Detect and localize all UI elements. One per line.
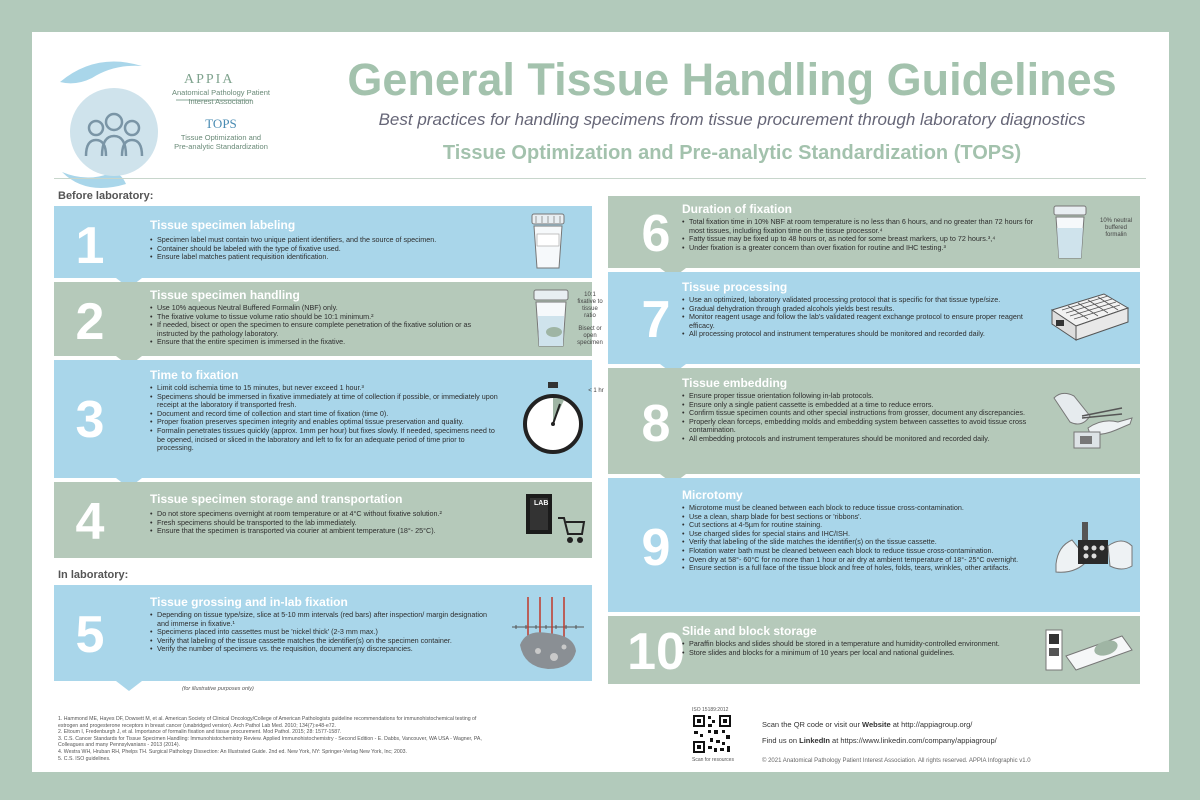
- tissue-cassette-icon: [1048, 288, 1132, 348]
- panel-8-title: Tissue embedding: [682, 376, 788, 390]
- panel-8-bullet: • Ensure proper tissue orientation following in-lab protocols.: [682, 392, 1034, 401]
- header-divider: [54, 178, 1146, 179]
- panel-3-title: Time to fixation: [150, 368, 239, 382]
- panel-1-bullet: • Specimen label must contain two unique patient identifiers, and the source of specimen.: [150, 236, 490, 245]
- panel-4-bullets: [150, 510, 500, 536]
- panel-5-bullet: • Depending on tissue type/size, slice at 5-10 mm intervals (red bars) after inspection/ margin designation and immerse in fixative.¹: [150, 611, 500, 628]
- section-in-lab: In laboratory:: [58, 569, 129, 581]
- appia-logo: [56, 56, 316, 196]
- panel-9-number: 9: [641, 519, 671, 577]
- panel-2-bullet: • Use 10% aqueous Neutral Buffered Formalin (NBF) only.: [150, 304, 500, 313]
- panel-9: [608, 478, 1140, 612]
- panel-1-bullet: • Container should be labeled with the type of fixative used.: [150, 245, 490, 254]
- panel-1-bullets: [150, 236, 490, 262]
- panel-4-title: Tissue specimen storage and transportation: [150, 492, 403, 506]
- panel-7-bullet: • All processing protocol and instrument temperatures should be monitored and recorded daily.: [682, 330, 1034, 339]
- reference-item: 3. C.S. Cancer Standards for Tissue Specimen Handling: Immunohistochemistry Review. Applied Immunohistochemistry - Second Edition - E. Dabbs, Vancouver, WA USA - Wagner, PA,: [58, 735, 482, 742]
- linkedin-line: [762, 736, 997, 745]
- specimen-container-icon: [528, 212, 568, 272]
- panel-8-bullet: • Properly clean forceps, embedding molds and embedding system between cassettes to avoid tissue cross contamination.: [682, 418, 1034, 435]
- panel-9-bullet: • Cut sections at 4-5µm for routine staining.: [682, 521, 1034, 530]
- panel-10-bullet: • Store slides and blocks for a minimum of 10 years per local and national guidelines.: [682, 649, 1034, 658]
- bisect-note: Bisect or open specimen: [577, 326, 603, 346]
- panel-2-bullets: [150, 304, 500, 347]
- panel-2-bullet: • Ensure that the entire specimen is immersed in the fixative.: [150, 338, 500, 347]
- website-link[interactable]: at http://appiagroup.org/: [890, 720, 973, 729]
- panel-7-bullet: • Gradual dehydration through graded alcohols yields best results.: [682, 305, 1034, 314]
- panel-4-bullet: • Do not store specimens overnight at room temperature or at 4°C without fixative solution.²: [150, 510, 500, 519]
- panel-2: [54, 282, 603, 356]
- qr-sub-label: Scan for resources: [692, 757, 734, 763]
- panel-6-bullet: • Total fixation time in 10% NBF at room temperature is no less than 6 hours, and no greater than 72 hours for most tissues, including fixation time on the tissue processor.⁴: [682, 218, 1034, 235]
- reference-item: 2. Eltoum I, Fredenburgh J, et al. Importance of formalin fixation and tissue procurement. Mod Pathol. 2015; 28: 1577-1587.: [58, 729, 342, 736]
- panel-1-title: Tissue specimen labeling: [150, 218, 296, 232]
- panel-7-number: 7: [641, 291, 671, 349]
- website-prefix: Scan the QR code or visit our: [762, 720, 863, 729]
- panel-9-bullet: • Ensure section is a full face of the tissue block and free of holes, folds, tears, wrinkles, other artifacts.: [682, 564, 1034, 573]
- website-line: [762, 720, 972, 729]
- stopwatch-icon: [520, 380, 586, 456]
- panel-9-bullets: [682, 504, 1034, 573]
- panel-10-number: 10: [627, 623, 685, 681]
- panel-7: [608, 272, 1140, 364]
- panel-3-bullet: • Limit cold ischemia time to 15 minutes, but never exceed 1 hour.³: [150, 384, 500, 393]
- panel-3-bullet: • Proper fixation preserves specimen integrity and enables optimal tissue preservation and quality.: [150, 418, 500, 427]
- panel-2-title: Tissue specimen handling: [150, 288, 300, 302]
- appia-line1: Anatomical Pathology Patient: [172, 88, 270, 97]
- panel-9-bullet: • Use charged slides for special stains and IHC/ISH.: [682, 530, 1034, 539]
- reference-item: 4. Westra WH, Hruban RH, Phelps TH. Surgical Pathology Dissection: An Illustrated Guide. 2nd ed. New York, NY: Springer-Verlag New York, Inc; 2003.: [58, 748, 407, 755]
- reference-item: Colleagues and many Pennsylvanians - 2013 (2014).: [58, 742, 180, 749]
- panel-5-bullet: • Verify the number of specimens vs. the requisition, document any discrepancies.: [150, 645, 500, 654]
- appia-line2: Interest Association: [188, 97, 254, 106]
- panel-2-bullet: • If needed, bisect or open the specimen to ensure complete penetration of the fixative solution or as instructed by the pathology laboratory.: [150, 321, 500, 338]
- panel-4-bullet: • Ensure that the specimen is transported via courier at ambient temperature (18°- 25°C).: [150, 527, 500, 536]
- linkedin-prefix: Find us on: [762, 736, 800, 745]
- microtome-slides-icon: [1052, 516, 1136, 578]
- page-subtitle: Best practices for handling specimens from tissue procurement through laboratory diagnostics: [378, 110, 1086, 129]
- embedding-forceps-icon: [1052, 388, 1134, 454]
- panel-2-number: 2: [75, 293, 105, 351]
- panel-7-bullet: • Monitor reagent usage and follow the lab's validated reagent exchange protocol to ensure proper reagent efficacy.: [682, 313, 1034, 330]
- panel-3-bullet: • Specimens should be immersed in fixative immediately at time of collection if possible, or immediately upon receipt at the laboratory if transported fresh.: [150, 393, 500, 410]
- panel-5-bullet: • Verify that labeling of the tissue cassette matches the identifier(s) on the specimen container.: [150, 637, 500, 646]
- panel-9-bullet: • Flotation water bath must be cleaned between each block to reduce tissue cross-contamination.: [682, 547, 1034, 556]
- panel-4: [54, 482, 592, 558]
- panel-7-bullets: [682, 296, 1034, 339]
- panel-1-bullet: • Ensure label matches patient requisition identification.: [150, 253, 490, 262]
- formalin-container-icon: [528, 288, 574, 350]
- one-hour-note: < 1 hr: [588, 388, 604, 394]
- section-before-lab: Before laboratory:: [58, 190, 154, 202]
- qr-code-icon[interactable]: [692, 714, 732, 754]
- panel-9-bullet: • Use a clean, sharp blade for best sections or 'ribbons'.: [682, 513, 1034, 522]
- panel-8: [608, 368, 1140, 474]
- poster: [32, 32, 1169, 772]
- panel-7-title: Tissue processing: [682, 280, 788, 294]
- panel-5-bullet: • Specimens placed into cassettes must be 'nickel thick' (2-3 mm max.): [150, 628, 500, 637]
- nbf-container-icon: [1050, 204, 1090, 262]
- references-list: [58, 716, 698, 762]
- nbf-note: 10% neutral buffered formalin: [1099, 218, 1133, 238]
- panel-2-bullet: • The fixative volume to tissue volume ratio should be 10:1 minimum.²: [150, 313, 500, 322]
- panel-10-bullet: • Paraffin blocks and slides should be stored in a temperature and humidity-controlled environment.: [682, 640, 1034, 649]
- panel-10-title: Slide and block storage: [682, 624, 817, 638]
- panel-6-title: Duration of fixation: [682, 202, 792, 216]
- panel-6-number: 6: [641, 205, 671, 263]
- linkedin-label: LinkedIn: [799, 736, 830, 745]
- panel-4-number: 4: [75, 493, 105, 551]
- panel-7-bullet: • Use an optimized, laboratory validated processing protocol that is specific for that tissue type/size.: [682, 296, 1034, 305]
- panel-6-bullet: • Under fixation is a greater concern than over fixation for routine and IHC testing.³: [682, 244, 1034, 253]
- panel-9-title: Microtomy: [682, 488, 743, 502]
- website-label: Website: [862, 720, 891, 729]
- panel-5: [54, 585, 592, 681]
- panel-8-bullet: • Confirm tissue specimen counts and other special instructions from grosser, document any discrepancies.: [682, 409, 1034, 418]
- reference-item: 5. C.S. ISO guidelines.: [58, 755, 111, 762]
- panel-8-number: 8: [641, 395, 671, 453]
- panel-8-bullet: • All embedding protocols and instrument temperatures should be monitored and recorded daily.: [682, 435, 1034, 444]
- panel-6: [608, 196, 1140, 268]
- copyright: © 2021 Anatomical Pathology Patient Interest Association. All rights reserved. APPIA Infographic v1.0: [762, 758, 1031, 764]
- arrow-down-icon: [116, 681, 142, 691]
- tops-line1: Tissue Optimization and: [180, 133, 262, 142]
- panel-9-bullet: • Microtome must be cleaned between each block to reduce tissue cross-contamination.: [682, 504, 1034, 513]
- tops-line2: Pre-analytic Standardization: [174, 142, 268, 151]
- panel-5-number: 5: [75, 606, 105, 664]
- tops-heading: Tissue Optimization and Pre-analytic Standardization (TOPS): [442, 142, 1022, 164]
- panel-8-bullets: [682, 392, 1034, 444]
- panel-5-bullets: [150, 611, 500, 654]
- appia-wordmark: APPIA: [184, 72, 235, 87]
- panel-4-bullet: • Fresh specimens should be transported to the lab immediately.: [150, 519, 500, 528]
- illustrative-note: (for illustrative purposes only): [182, 686, 254, 692]
- reference-item: 1. Hammond ME, Hayes DF, Dowsett M, et al. American Society of Clinical Oncology/College of American Pathologists guideline recommendations for immunohistochemical testing of: [58, 716, 477, 722]
- lab-sign-label: LAB: [534, 500, 549, 507]
- panel-6-bullet: • Fatty tissue may be fixed up to 48 hours or, as noted for some breast markers, up to 72 hours.³,⁴: [682, 235, 1034, 244]
- panel-9-bullet: • Verify that labeling of the slide matches the identifier(s) on the tissue cassette.: [682, 538, 1034, 547]
- panel-9-bullet: • Oven dry at 58°- 60°C for no more than 1 hour or air dry at ambient temperature of 18°- 25°C overnight.: [682, 556, 1034, 565]
- panel-1: [54, 206, 592, 278]
- panel-6-bullets: [682, 218, 1034, 252]
- linkedin-link[interactable]: at https://www.linkedin.com/company/appiagroup/: [829, 736, 997, 745]
- slide-block-storage-icon: [1042, 624, 1136, 678]
- panel-1-number: 1: [75, 217, 105, 275]
- panel-3-bullets: [150, 384, 500, 453]
- panel-10: [608, 616, 1140, 684]
- qr-label: ISO 15189:2012: [692, 707, 729, 713]
- panel-8-bullet: • Ensure only a single patient cassette is embedded at a time to reduce errors.: [682, 401, 1034, 410]
- panel-10-bullets: [682, 640, 1034, 657]
- panel-3-number: 3: [75, 391, 105, 449]
- reference-item: estrogen and progesterone receptors in breast cancer (unabridged version). Arch Pathol Lab Med. 2010; 134(7):e48-e72.: [58, 722, 336, 729]
- panel-5-title: Tissue grossing and in-lab fixation: [150, 595, 348, 609]
- panel-3-bullet: • Formalin penetrates tissues quickly (approx. 1mm per hour) but fixes slowly. If needed, specimens need to be opened, incised or sliced in the laboratory and left to fix for an adequate period of time prior to processing.: [150, 427, 500, 453]
- tissue-slicing-icon: [508, 595, 588, 675]
- tops-wordmark: TOPS: [205, 116, 237, 131]
- page-title: General Tissue Handling Guidelines: [347, 54, 1117, 105]
- panel-3: [54, 360, 604, 478]
- fixative-ratio-note: 10:1 fixative to tissue ratio: [577, 292, 603, 319]
- panel-3-bullet: • Document and record time of collection and start time of fixation (time 0).: [150, 410, 500, 419]
